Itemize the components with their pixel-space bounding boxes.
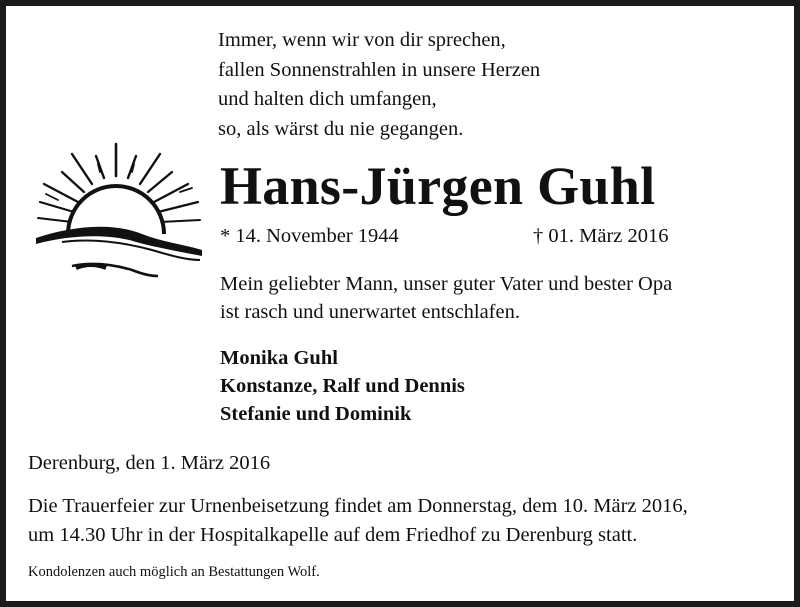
sunset-over-hills-icon (32, 138, 208, 288)
mourner-name: Monika Guhl (220, 347, 338, 369)
message-line: ist rasch und unerwartet entschlafen. (220, 301, 520, 323)
memorial-poem (218, 26, 540, 144)
death-date: † 01. März 2016 (533, 225, 669, 247)
mourners-list (220, 344, 465, 428)
place-and-date: Derenburg, den 1. März 2016 (28, 452, 271, 474)
poem-line: und halten dich umfangen, (218, 88, 437, 110)
obituary-message (220, 270, 672, 326)
poem-line: so, als wärst du nie gegangen. (218, 117, 464, 140)
poem-line: fallen Sonnenstrahlen in unsere Herzen (218, 58, 541, 81)
mourner-name: Stefanie und Dominik (220, 403, 412, 425)
message-line: Mein geliebter Mann, unser guter Vater und bester Opa (220, 273, 673, 295)
deceased-name: Hans-Jürgen Guhl (220, 156, 656, 216)
service-line: Die Trauerfeier zur Urnenbeisetzung findet am Donnerstag, dem 10. März 2016, (28, 495, 688, 517)
service-line: um 14.30 Uhr in der Hospitalkapelle auf dem Friedhof zu Derenburg statt. (28, 524, 638, 546)
funeral-service-info (28, 492, 688, 550)
condolence-note: Kondolenzen auch möglich an Bestattungen Wolf. (28, 564, 320, 580)
mourner-name: Konstanze, Ralf und Dennis (220, 375, 465, 397)
poem-line: Immer, wenn wir von dir sprechen, (218, 29, 506, 51)
birth-date: * 14. November 1944 (220, 225, 399, 247)
